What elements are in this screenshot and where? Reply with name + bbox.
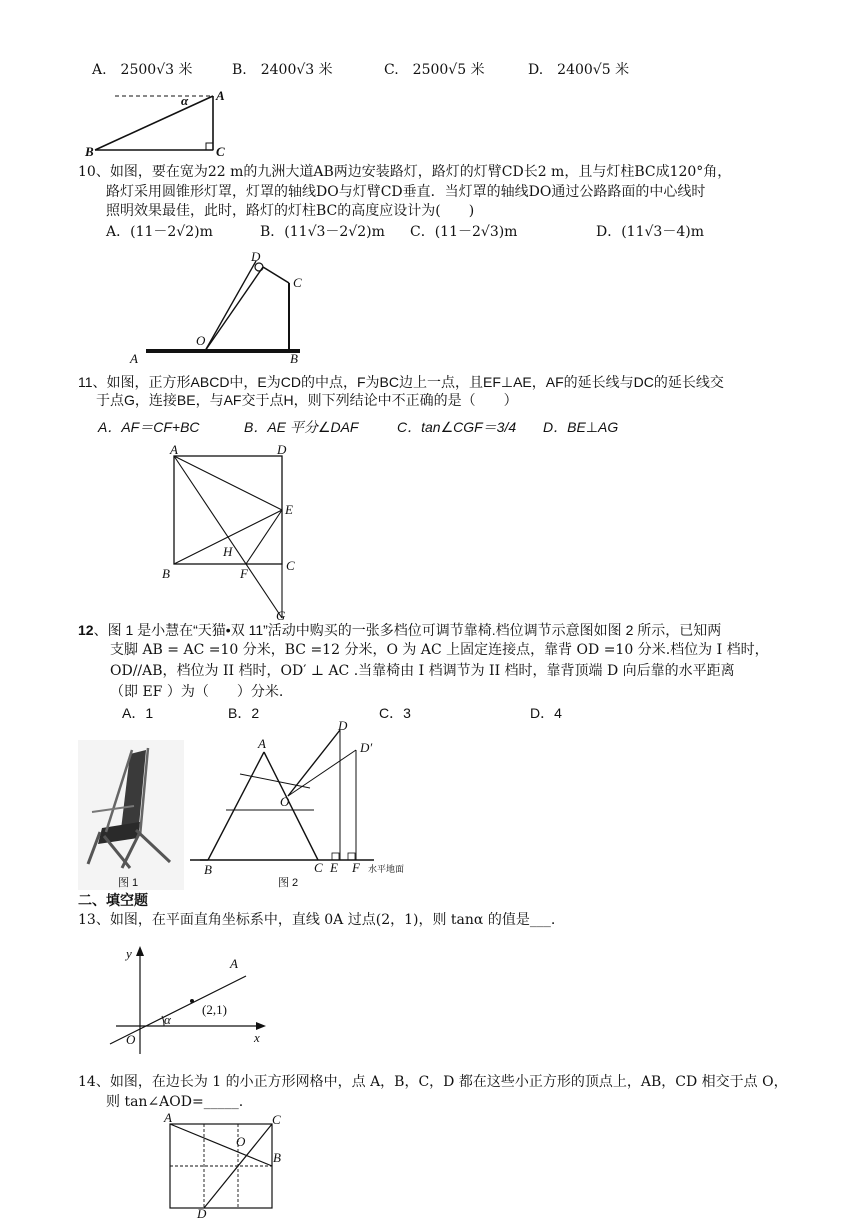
q14-label-a: A — [164, 1110, 172, 1125]
q12-option-c: C．3 — [379, 705, 411, 721]
q12-option-a: A．1 — [122, 705, 154, 721]
q9-label-alpha: α — [181, 93, 189, 108]
q10-option-d: D．(11√3－4)m — [596, 224, 704, 240]
q11-label-g: G — [276, 608, 286, 623]
q10-line1: 10、如图，要在宽为22 m的九洲大道AB两边安装路灯，路灯的灯臂CD长2 m，且与灯柱BC成120°角， — [78, 164, 732, 180]
q12-fig2-label-f: F — [352, 860, 360, 875]
q14-label-b: B — [273, 1150, 281, 1165]
q11-figure — [160, 444, 310, 624]
q12-fig2-label-o: O — [280, 794, 290, 809]
q10-label-a: A — [130, 351, 138, 366]
q12-fig1-chair — [78, 740, 184, 890]
q14-label-c: C — [272, 1112, 281, 1127]
q11-option-d: D．BE⊥AG — [543, 419, 619, 435]
q11-label-c: C — [286, 558, 295, 573]
q11-label-h: H — [223, 544, 233, 559]
q12-fig2-caption: 图 2 — [278, 877, 299, 889]
q12-line4: （即 EF ）为（ ）分米. — [110, 684, 284, 700]
q13-label-point: (2,1) — [202, 1002, 227, 1017]
q14-figure — [160, 1112, 290, 1218]
q9-label-c: C — [216, 144, 225, 159]
q11-label-e: E — [285, 502, 293, 517]
q11-line2: 于点G，连接BE，与AF交于点H，则下列结论中不正确的是（ ） — [96, 392, 518, 408]
q13-label-alpha: α — [164, 1012, 171, 1027]
q9-label-b: B — [85, 144, 94, 159]
q12-fig2-label-e: E — [330, 860, 338, 875]
q10-label-c: C — [293, 275, 302, 290]
section-fill-in-title: 二、填空题 — [78, 892, 148, 908]
q9-label-a: A — [216, 88, 225, 103]
q10-line3: 照明效果最佳，此时，路灯的灯柱BC的高度应设计为( ) — [106, 203, 475, 219]
q12-fig2-label-a: A — [258, 736, 266, 751]
q11-option-b: B．AE 平分∠DAF — [244, 419, 359, 435]
q12-option-d: D．4 — [530, 705, 562, 721]
q13-label-y: y — [126, 946, 132, 961]
q11-option-a: A．AF＝CF+BC — [98, 419, 200, 435]
q13-label-x: x — [254, 1030, 260, 1045]
q12-fig2-label-b: B — [204, 862, 212, 877]
q9-figure — [85, 88, 235, 160]
q10-label-b: B — [290, 351, 298, 366]
q11-label-b: B — [162, 566, 170, 581]
q14-line2: 则 tan∠AOD=_____. — [106, 1094, 244, 1110]
q9-option-d: D. 2400√5 米 — [528, 62, 630, 78]
q12-option-b: B．2 — [228, 705, 260, 721]
q12-fig1-caption: 图 1 — [118, 877, 139, 889]
q12-line1 — [78, 620, 721, 640]
q13-figure — [108, 944, 268, 1056]
q13-label-o: O — [126, 1032, 136, 1047]
q10-option-b: B．(11√3－2√2)m — [260, 224, 385, 240]
q10-option-c: C．(11－2√3)m — [410, 224, 518, 240]
q9-option-b: B. 2400√3 米 — [232, 62, 333, 78]
q12-fig2-label-d: D — [338, 718, 348, 733]
q11-option-c: C．tan∠CGF＝3/4 — [397, 419, 517, 435]
q9-option-c: C. 2500√5 米 — [384, 62, 485, 78]
q10-label-d: D — [251, 249, 261, 264]
q11-label-d: D — [277, 442, 287, 457]
q13-line1: 13、如图，在平面直角坐标系中，直线 0A 过点(2，1)，则 tanα 的值是___. — [78, 912, 556, 928]
q12-fig2-ground: 水平地面 — [368, 865, 405, 875]
q12-line3: OD//AB，档位为 II 档时，OD′ ⊥ AC .当靠椅由 I 档调节为 II 档时，靠背顶端 D 向后靠的水平距离 — [110, 663, 735, 679]
q10-line2: 路灯采用圆锥形灯罩，灯罩的轴线DO与灯臂CD垂直．当灯罩的轴线DO通过公路路面的中心线时 — [106, 184, 706, 200]
q12-fig2-label-c: C — [314, 860, 323, 875]
q12-line2: 支脚 AB = AC =10 分米，BC =12 分米，O 为 AC 上固定连接点，靠背 OD =10 分米.档位为 I 档时， — [110, 642, 769, 658]
q14-label-o: O — [236, 1134, 246, 1149]
q12-line1-text: 、图 1 是小慧在“天猫•双 11”活动中购买的一张多档位可调节靠椅.档位调节示意图如图 2 所示，已知两 — [93, 622, 722, 638]
q11-label-f: F — [240, 566, 248, 581]
q10-figure — [128, 245, 318, 365]
q11-line1: 11、如图，正方形ABCD中，E为CD的中点，F为BC边上一点，且EF⊥AE，AF的延长线与DC的延长线交 — [78, 374, 724, 390]
q12-fig2-diagram — [190, 718, 405, 890]
q14-line1: 14、如图，在边长为 1 的小正方形网格中，点 A，B，C，D 都在这些小正方形的顶点上，AB，CD 相交于点 O， — [78, 1074, 788, 1090]
q9-option-a: A. 2500√3 米 — [92, 62, 193, 78]
q10-option-a: A．(11－2√2)m — [106, 224, 213, 240]
q11-label-a: A — [170, 442, 178, 457]
q12-number: 12 — [78, 622, 94, 638]
q10-label-o: O — [196, 333, 206, 348]
q13-label-a: A — [230, 956, 238, 971]
q14-label-d: D — [197, 1206, 207, 1218]
q12-fig2-label-d2: D′ — [360, 740, 373, 755]
